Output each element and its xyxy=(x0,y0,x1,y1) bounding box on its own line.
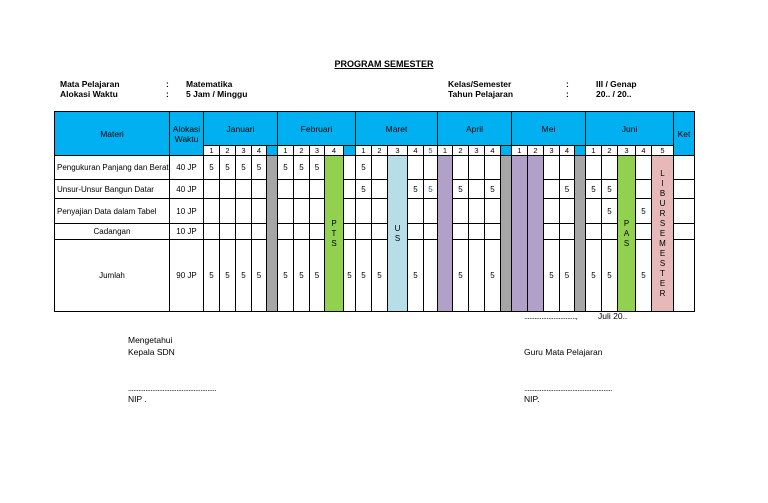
week-value xyxy=(424,224,438,240)
month-januari: Januari xyxy=(204,112,278,146)
materi-cell: Unsur-Unsur Bangun Datar xyxy=(55,180,170,199)
pts-column xyxy=(325,156,344,312)
week-empty xyxy=(501,146,512,156)
purple-column xyxy=(528,156,544,312)
week-value: 5 xyxy=(220,156,236,180)
week-value: 5 xyxy=(602,240,618,312)
week-value xyxy=(356,224,372,240)
class-label: Kelas/Semester xyxy=(448,79,512,89)
week-value: 5 xyxy=(252,156,267,180)
month-februari: Februari xyxy=(278,112,356,146)
week-value xyxy=(408,156,424,180)
week-value xyxy=(294,224,310,240)
week-value xyxy=(236,180,252,199)
week-value: 5 xyxy=(636,199,652,224)
week-number: 1 xyxy=(586,146,602,156)
week-value xyxy=(220,199,236,224)
week-value xyxy=(344,156,356,180)
week-value xyxy=(424,240,438,312)
pas-label: P A S xyxy=(623,218,630,248)
week-value: 5 xyxy=(424,180,438,199)
alokasi-cell: 90 JP xyxy=(170,240,204,312)
week-value xyxy=(636,224,652,240)
week-value xyxy=(544,199,560,224)
week-value xyxy=(310,199,325,224)
week-value xyxy=(586,156,602,180)
week-value xyxy=(560,224,575,240)
week-number: 3 xyxy=(388,146,408,156)
week-value xyxy=(356,199,372,224)
week-value xyxy=(294,199,310,224)
purple-column xyxy=(512,156,528,312)
week-value: 5 xyxy=(204,240,220,312)
week-value: 5 xyxy=(453,180,469,199)
week-value xyxy=(372,199,388,224)
week-value xyxy=(560,199,575,224)
week-value: 5 xyxy=(356,240,372,312)
week-value: 5 xyxy=(544,240,560,312)
week-value xyxy=(310,224,325,240)
week-value: 5 xyxy=(236,240,252,312)
week-value xyxy=(204,199,220,224)
week-value: 5 xyxy=(356,156,372,180)
header-ket: Ket xyxy=(674,112,695,156)
week-value xyxy=(469,180,485,199)
week-value xyxy=(586,224,602,240)
date-dots: .............................., xyxy=(524,312,578,321)
week-value xyxy=(204,180,220,199)
pts-label: P T S xyxy=(331,218,337,248)
mengetahui-label: Mengetahui xyxy=(128,335,173,345)
week-value: 5 xyxy=(560,180,575,199)
week-value: 5 xyxy=(408,180,424,199)
week-value: 5 xyxy=(294,156,310,180)
time-value: 5 Jam / Minggu xyxy=(186,89,248,99)
page-title: PROGRAM SEMESTER xyxy=(334,59,434,69)
week-value xyxy=(220,224,236,240)
week-value xyxy=(424,199,438,224)
libur-semester-label: L I B U R S E M E S T E R xyxy=(659,168,666,298)
week-value xyxy=(586,199,602,224)
pas-column xyxy=(618,156,636,312)
week-number: 1 xyxy=(512,146,528,156)
week-value: 5 xyxy=(310,156,325,180)
week-number: 2 xyxy=(453,146,469,156)
month-juni: Juni xyxy=(586,112,674,146)
gray-column xyxy=(501,156,512,312)
header-materi: Materi xyxy=(55,112,170,156)
week-value xyxy=(602,224,618,240)
week-number: 2 xyxy=(372,146,388,156)
ket-cell xyxy=(674,156,695,180)
week-value xyxy=(453,199,469,224)
week-value: 5 xyxy=(586,180,602,199)
week-number: 1 xyxy=(356,146,372,156)
kepala-label: Kepala SDN xyxy=(128,347,175,357)
week-value xyxy=(408,199,424,224)
month-mei: Mei xyxy=(512,112,586,146)
week-number: 2 xyxy=(602,146,618,156)
week-number: 5 xyxy=(424,146,438,156)
week-value xyxy=(485,199,501,224)
left-nip: NIP . xyxy=(128,394,147,404)
year-value: 20.. / 20.. xyxy=(596,89,632,99)
colon: : xyxy=(166,89,169,99)
class-value: III / Genap xyxy=(596,79,637,89)
week-value xyxy=(204,224,220,240)
week-value xyxy=(278,180,294,199)
week-value: 5 xyxy=(278,156,294,180)
week-value: 5 xyxy=(408,240,424,312)
week-value: 5 xyxy=(356,180,372,199)
week-empty xyxy=(344,146,356,156)
week-value xyxy=(278,224,294,240)
purple-column xyxy=(438,156,453,312)
month-april: April xyxy=(438,112,512,146)
week-value xyxy=(544,224,560,240)
week-value: 5 xyxy=(485,180,501,199)
materi-cell: Pengukuran Panjang dan Berat xyxy=(55,156,170,180)
week-value xyxy=(252,199,267,224)
week-value: 5 xyxy=(485,240,501,312)
ket-cell xyxy=(674,199,695,224)
week-value xyxy=(636,156,652,180)
week-value: 5 xyxy=(602,199,618,224)
week-value xyxy=(252,224,267,240)
week-number: 4 xyxy=(325,146,344,156)
week-value: 5 xyxy=(294,240,310,312)
alokasi-cell: 40 JP xyxy=(170,156,204,180)
alokasi-cell: 10 JP xyxy=(170,199,204,224)
week-value: 5 xyxy=(602,180,618,199)
week-value xyxy=(485,224,501,240)
week-value xyxy=(344,224,356,240)
week-value xyxy=(344,180,356,199)
alokasi-cell: 40 JP xyxy=(170,180,204,199)
libur-semester-column xyxy=(652,156,674,312)
week-number: 4 xyxy=(560,146,575,156)
week-value xyxy=(372,156,388,180)
week-number: 4 xyxy=(252,146,267,156)
gray-column xyxy=(575,156,586,312)
week-number: 3 xyxy=(236,146,252,156)
week-value: 5 xyxy=(252,240,267,312)
header-alokasi: Alokasi Waktu xyxy=(170,112,204,156)
materi-cell: Jumlah xyxy=(55,240,170,312)
ket-cell xyxy=(674,224,695,240)
week-value: 5 xyxy=(586,240,602,312)
week-number: 4 xyxy=(408,146,424,156)
week-value xyxy=(252,180,267,199)
week-number: 4 xyxy=(636,146,652,156)
month-maret: Maret xyxy=(356,112,438,146)
week-number: 2 xyxy=(220,146,236,156)
week-empty xyxy=(575,146,586,156)
colon: : xyxy=(166,79,169,89)
week-value xyxy=(469,156,485,180)
week-value: 5 xyxy=(560,240,575,312)
right-nip: NIP. xyxy=(524,394,540,404)
us-column xyxy=(388,156,408,312)
week-value: 5 xyxy=(278,240,294,312)
week-value xyxy=(236,199,252,224)
week-value xyxy=(344,199,356,224)
week-number: 2 xyxy=(294,146,310,156)
week-value xyxy=(560,156,575,180)
week-number: 2 xyxy=(528,146,544,156)
subject-value: Matematika xyxy=(186,79,233,89)
week-value xyxy=(424,156,438,180)
week-value xyxy=(485,156,501,180)
week-value xyxy=(469,240,485,312)
week-number: 3 xyxy=(310,146,325,156)
alokasi-cell: 10 JP xyxy=(170,224,204,240)
week-value: 5 xyxy=(636,240,652,312)
year-label: Tahun Pelajaran xyxy=(448,89,514,99)
week-value: 5 xyxy=(344,240,356,312)
materi-cell: Cadangan xyxy=(55,224,170,240)
date-text: Juli 20.. xyxy=(598,311,628,321)
week-value: 5 xyxy=(236,156,252,180)
week-value: 5 xyxy=(220,240,236,312)
colon: : xyxy=(566,79,569,89)
week-value xyxy=(278,199,294,224)
colon: : xyxy=(566,89,569,99)
week-value xyxy=(544,180,560,199)
week-value xyxy=(469,224,485,240)
us-label: U S xyxy=(394,223,401,243)
week-value xyxy=(453,156,469,180)
week-number: 3 xyxy=(544,146,560,156)
week-value xyxy=(372,224,388,240)
week-value: 5 xyxy=(453,240,469,312)
time-label: Alokasi Waktu xyxy=(60,89,118,99)
week-value xyxy=(372,180,388,199)
week-value xyxy=(220,180,236,199)
ket-cell xyxy=(674,240,695,312)
materi-cell: Penyajian Data dalam Tabel xyxy=(55,199,170,224)
week-value: 5 xyxy=(310,240,325,312)
week-value xyxy=(602,156,618,180)
right-signature-line: ................................................... xyxy=(524,384,612,393)
week-value xyxy=(636,180,652,199)
week-value xyxy=(469,199,485,224)
week-number: 1 xyxy=(438,146,453,156)
week-value: 5 xyxy=(372,240,388,312)
week-number: 4 xyxy=(485,146,501,156)
week-value xyxy=(310,180,325,199)
week-value xyxy=(294,180,310,199)
gray-column xyxy=(267,156,278,312)
week-value xyxy=(408,224,424,240)
guru-label: Guru Mata Pelajaran xyxy=(524,347,603,357)
week-number: 3 xyxy=(469,146,485,156)
week-value xyxy=(453,224,469,240)
week-value xyxy=(236,224,252,240)
week-number: 5 xyxy=(652,146,674,156)
week-value xyxy=(544,156,560,180)
week-empty xyxy=(267,146,278,156)
week-value: 5 xyxy=(204,156,220,180)
subject-label: Mata Pelajaran xyxy=(60,79,120,89)
week-number: 1 xyxy=(204,146,220,156)
week-number: 3 xyxy=(618,146,636,156)
week-number: 1 xyxy=(278,146,294,156)
semester-program-table xyxy=(54,111,695,312)
ket-cell xyxy=(674,180,695,199)
left-signature-line: ................................................... xyxy=(128,384,216,393)
